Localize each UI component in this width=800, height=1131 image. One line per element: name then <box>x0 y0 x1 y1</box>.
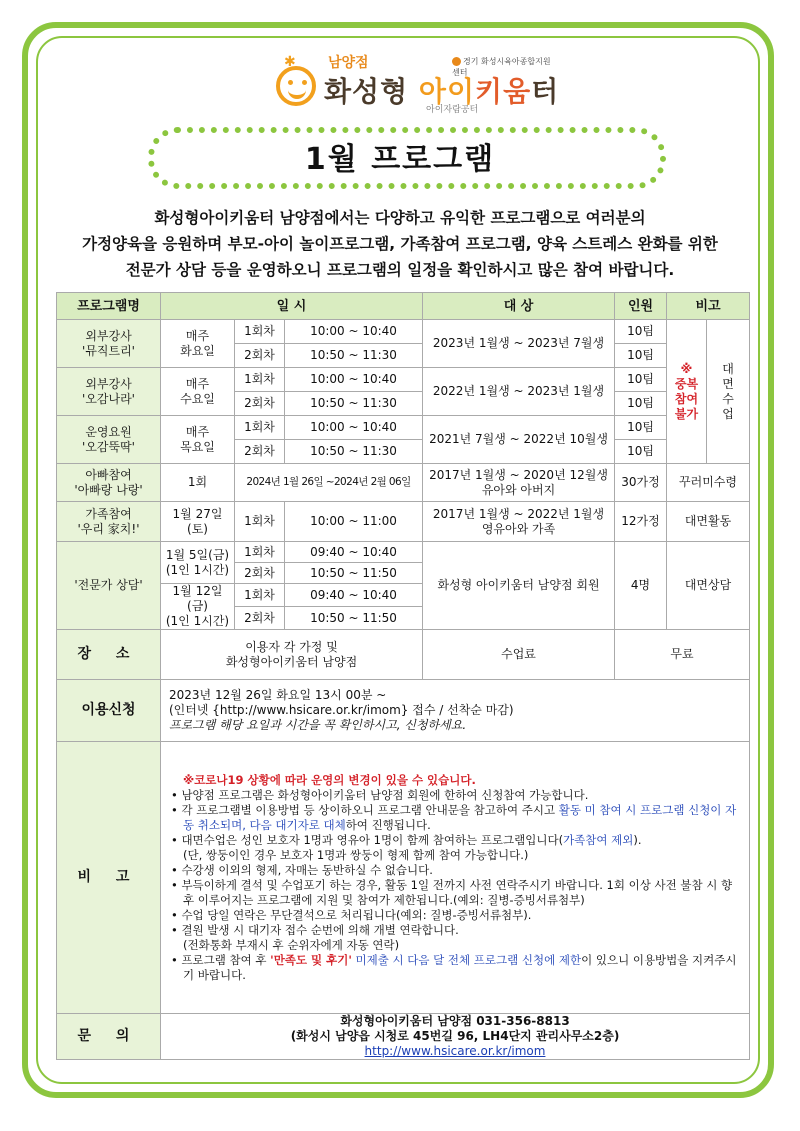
place-fee: 무료 <box>615 630 750 680</box>
programs-dup-note-0: ※ <box>680 361 693 376</box>
programs-p1-t1: 10:00 ~ 10:40 <box>285 320 423 344</box>
program-table <box>56 292 750 1060</box>
programs-p1-day1: 매주 <box>185 328 210 343</box>
programs-p2-target: 2022년 1월생 ~ 2023년 1월생 <box>423 368 615 416</box>
table-row <box>57 368 750 392</box>
programs-face-note-1: 면 <box>722 376 734 391</box>
programs-p3-n2: 10팀 <box>615 440 667 464</box>
table-cell <box>161 584 235 630</box>
programs-p3-t1: 10:00 ~ 10:40 <box>285 416 423 440</box>
notes-n2b: 활동 미 참여 시 프로그램 신청이 자동 취소되며, 다음 대기자로 대체 <box>183 802 737 832</box>
programs-p4-n: 30가정 <box>615 464 667 502</box>
table-cell <box>161 680 750 742</box>
page-title: 1월 프로그램 <box>304 142 496 177</box>
notes-n7b: (전화통화 부재시 후 순위자에게 자동 연락) <box>183 937 400 952</box>
notes-n6: • 수업 당일 연락은 무단결석으로 처리됩니다(예외: 질병-증빙서류첨부). <box>171 907 532 922</box>
programs-p5-n: 12가정 <box>615 502 667 542</box>
programs-face-note-2: 수 <box>722 391 734 406</box>
table-cell <box>57 368 161 416</box>
table-cell <box>169 953 741 983</box>
programs-p3-t2: 10:50 ~ 11:30 <box>285 440 423 464</box>
header-schedule: 일 시 <box>161 293 423 320</box>
face-class-note <box>707 320 750 464</box>
table-cell <box>161 320 235 368</box>
programs-p6-note: 대면상담 <box>667 542 750 630</box>
contact-line2: (화성시 남양읍 시청로 45번길 96, LH4단지 관리사무소2층) <box>290 1029 620 1043</box>
programs-p5-name2: '우리 家치!' <box>77 521 140 536</box>
programs-p1-s1: 1회차 <box>235 320 285 344</box>
header-note: 비고 <box>667 293 750 320</box>
notes-row <box>57 742 750 1014</box>
notes-n1: • 남양점 프로그램은 화성형아이키움터 남양점 회원에 한하여 신청참여 가능합니다. <box>171 787 589 802</box>
table-cell <box>161 742 750 1014</box>
place-label: 장 소 <box>57 630 161 680</box>
apply-line3: 프로그램 해당 요일과 시간을 꼭 확인하시고, 신청하세요. <box>169 718 467 732</box>
intro-2: 전문가 상담 등을 운영하오니 프로그램의 일정을 확인하시고 많은 참여 바랍니다. <box>125 261 675 279</box>
table-cell <box>161 630 423 680</box>
logo-name-o1: 아이 <box>418 75 476 108</box>
table-row <box>57 464 750 502</box>
table-cell <box>163 1044 747 1059</box>
notes-n7: • 결원 발생 시 대기자 접수 순번에 의해 개별 연락합니다. <box>171 922 459 937</box>
programs-p1-n2: 10팀 <box>615 344 667 368</box>
programs-p5-target1: 2017년 1월생 ~ 2022년 1월생 <box>432 506 605 521</box>
programs-p3-target: 2021년 7월생 ~ 2022년 10월생 <box>423 416 615 464</box>
notes-n2a: • 각 프로그램별 이용방법 등 상이하오니 프로그램 안내문을 참고하여 주시고 <box>171 802 559 817</box>
programs-p2-s2: 2회차 <box>235 392 285 416</box>
programs-p6-d1b: (1인 1시간) <box>165 562 230 577</box>
place-value2: 화성형아이키움터 남양점 <box>225 654 358 669</box>
programs-p4-target2: 유아와 아버지 <box>481 482 556 497</box>
table-cell <box>57 320 161 368</box>
programs-p5-date: 1월 27일(토) <box>161 502 235 542</box>
programs-p4-name1: 아빠참여 <box>85 467 132 482</box>
apply-row <box>57 680 750 742</box>
programs-p2-name1: 외부강사 <box>85 376 132 391</box>
duplicate-note <box>667 320 707 464</box>
programs-p2-name2: '오감나라' <box>82 391 135 406</box>
programs-p6-d2b: (1인 1시간) <box>165 614 230 628</box>
apply-line1: 2023년 12월 26일 화요일 13시 00분 ~ <box>169 688 387 702</box>
logo-name-prefix: 화성형 <box>324 75 419 108</box>
programs-p3-name1: 운영요원 <box>85 424 132 439</box>
table-cell <box>169 833 741 848</box>
place-fee-label: 수업료 <box>423 630 615 680</box>
table-cell <box>169 803 741 833</box>
logo-org: 경기 화성시육아종합지원센터 <box>452 57 551 77</box>
programs-p4-name2: '아빠랑 나랑' <box>74 482 143 497</box>
logo-name-o2: 키움 <box>475 75 532 108</box>
programs-p1-target: 2023년 1월생 ~ 2023년 7월생 <box>423 320 615 368</box>
programs-face-note-0: 대 <box>722 361 734 376</box>
programs-p6-s4: 2회차 <box>235 607 285 630</box>
logo-branch: 남양점 <box>328 55 369 71</box>
programs-p6-s2: 2회차 <box>235 563 285 584</box>
programs-p5-target2: 영유아와 가족 <box>481 521 556 536</box>
programs-p6-d2a: 1월 12일(금) <box>172 584 223 613</box>
table-header-row <box>57 293 750 320</box>
programs-p4-note: 꾸러미수령 <box>667 464 750 502</box>
programs-p3-name2: '오감뚝딱' <box>82 439 135 454</box>
programs-p6-n: 4명 <box>615 542 667 630</box>
notes-n2c: 하여 진행됩니다. <box>345 817 431 832</box>
programs-p3-day1: 매주 <box>185 424 210 439</box>
programs-dup-note-3: 불가 <box>674 406 699 421</box>
programs-p6-t1: 09:40 ~ 10:40 <box>285 542 423 563</box>
programs-p1-n1: 10팀 <box>615 320 667 344</box>
table-cell <box>161 542 235 584</box>
programs-p3-s1: 1회차 <box>235 416 285 440</box>
intro-0: 화성형아이키움터 남양점에서는 다양하고 유익한 프로그램으로 여러분의 <box>154 209 646 227</box>
header-target: 대 상 <box>423 293 615 320</box>
notes-n8a: • 프로그램 참여 후 <box>171 952 271 967</box>
table-cell <box>57 464 161 502</box>
table-row <box>57 320 750 344</box>
logo-subtitle: 아이자람공터 <box>426 105 479 115</box>
programs-p2-day1: 매주 <box>185 376 210 391</box>
programs-p2-s1: 1회차 <box>235 368 285 392</box>
programs-p1-name1: 외부강사 <box>85 328 132 343</box>
programs-p6-d1a: 1월 5일(금) <box>165 547 230 562</box>
notes-n3b: 가족참여 제외 <box>563 832 634 847</box>
programs-p5-s: 1회차 <box>235 502 285 542</box>
table-cell <box>161 416 235 464</box>
notes-n8b: '만족도 및 후기' <box>270 952 352 967</box>
place-row <box>57 630 750 680</box>
programs-p6-s3: 1회차 <box>235 584 285 607</box>
notes-n3d: (단, 쌍둥이인 경우 보호자 1명과 쌍둥이 형제 함께 참여 가능합니다.) <box>183 847 529 862</box>
programs-p1-day2: 화요일 <box>180 343 215 358</box>
table-row <box>57 542 750 563</box>
notes-n5: • 부득이하게 결석 및 수업포기 하는 경우, 활동 1일 전까지 사전 연락주시기 바랍니다. 1회 이상 사전 불참 시 향후 이루어지는 프로그램에 지원 및 참여가 제한됩니다.(예외: 질병-증빙서류첨부) <box>171 877 733 907</box>
programs-p2-day2: 수요일 <box>180 391 215 406</box>
programs-p4-count: 1회 <box>161 464 235 502</box>
notes-n3c: ). <box>633 832 642 847</box>
apply-label: 이용신청 <box>57 680 161 742</box>
programs-p1-t2: 10:50 ~ 11:30 <box>285 344 423 368</box>
programs-dup-note-1: 중복 <box>674 376 699 391</box>
notes-warn: ※코로나19 상황에 따라 운영의 변경이 있을 수 있습니다. <box>183 772 476 787</box>
notes-n8c: 미제출 시 다음 달 전체 프로그램 신청에 제한 <box>351 952 582 967</box>
table-cell <box>423 464 615 502</box>
website-link[interactable]: http://www.hsicare.or.kr/imom <box>364 1044 546 1058</box>
smile-face-icon <box>276 66 316 106</box>
programs-dup-note-2: 참여 <box>674 391 699 406</box>
programs-p2-n2: 10팀 <box>615 392 667 416</box>
header-people: 인원 <box>615 293 667 320</box>
table-cell <box>57 416 161 464</box>
programs-p2-t1: 10:00 ~ 10:40 <box>285 368 423 392</box>
table-cell <box>423 502 615 542</box>
programs-p2-t2: 10:50 ~ 11:30 <box>285 392 423 416</box>
programs-p3-n1: 10팀 <box>615 416 667 440</box>
programs-p5-name1: 가족참여 <box>85 506 132 521</box>
intro-text <box>52 205 748 283</box>
table-cell <box>161 1014 750 1060</box>
programs-p6-s1: 1회차 <box>235 542 285 563</box>
programs-p6-t3: 09:40 ~ 10:40 <box>285 584 423 607</box>
programs-p5-t: 10:00 ~ 11:00 <box>285 502 423 542</box>
programs-p6-name: '전문가 상담' <box>57 542 161 630</box>
table-row <box>57 502 750 542</box>
programs-p4-period: 2024년 1월 26일 ~2024년 2월 06일 <box>235 464 423 502</box>
star-icon: ✱ <box>284 54 296 70</box>
header-program: 프로그램명 <box>57 293 161 320</box>
programs-p6-target: 화성형 아이키움터 남양점 회원 <box>423 542 615 630</box>
notes-n3a: • 대면수업은 성인 보호자 1명과 영유아 1명이 함께 참여하는 프로그램입니다( <box>171 832 564 847</box>
programs-face-note-3: 업 <box>722 406 734 421</box>
programs-p1-s2: 2회차 <box>235 344 285 368</box>
programs-p1-name2: '뮤직트리' <box>82 343 135 358</box>
programs-p3-s2: 2회차 <box>235 440 285 464</box>
contact-row <box>57 1014 750 1060</box>
notes-n8d: 이 있으니 이용방법을 지켜주시기 바랍니다. <box>183 952 737 982</box>
table-cell <box>161 368 235 416</box>
programs-p6-t2: 10:50 ~ 11:50 <box>285 563 423 584</box>
logo <box>276 52 560 115</box>
programs-p2-n1: 10팀 <box>615 368 667 392</box>
logo-name-suffix: 터 <box>531 75 560 108</box>
table-row <box>57 416 750 440</box>
org-icon <box>452 57 461 66</box>
programs-p5-note: 대면활동 <box>667 502 750 542</box>
table-cell <box>57 502 161 542</box>
apply-line2: (인터넷 {http://www.hsicare.or.kr/imom} 접수 / 선착순 마감) <box>169 703 514 717</box>
programs-p6-t4: 10:50 ~ 11:50 <box>285 607 423 630</box>
programs-p3-day2: 목요일 <box>180 439 215 454</box>
intro-1: 가정양육을 응원하며 부모-아이 놀이프로그램, 가족참여 프로그램, 양육 스트레스 완화를 위한 <box>82 235 718 253</box>
programs-p4-target1: 2017년 1월생 ~ 2020년 12월생 <box>429 467 608 482</box>
place-value1: 이용자 각 가정 및 <box>245 639 338 654</box>
notes-label: 비 고 <box>57 742 161 1014</box>
contact-label: 문 의 <box>57 1014 161 1060</box>
contact-line1: 화성형아이키움터 남양점 031-356-8813 <box>340 1014 570 1028</box>
notes-n4: • 수강생 이외의 형제, 자매는 동반하실 수 없습니다. <box>171 862 433 877</box>
